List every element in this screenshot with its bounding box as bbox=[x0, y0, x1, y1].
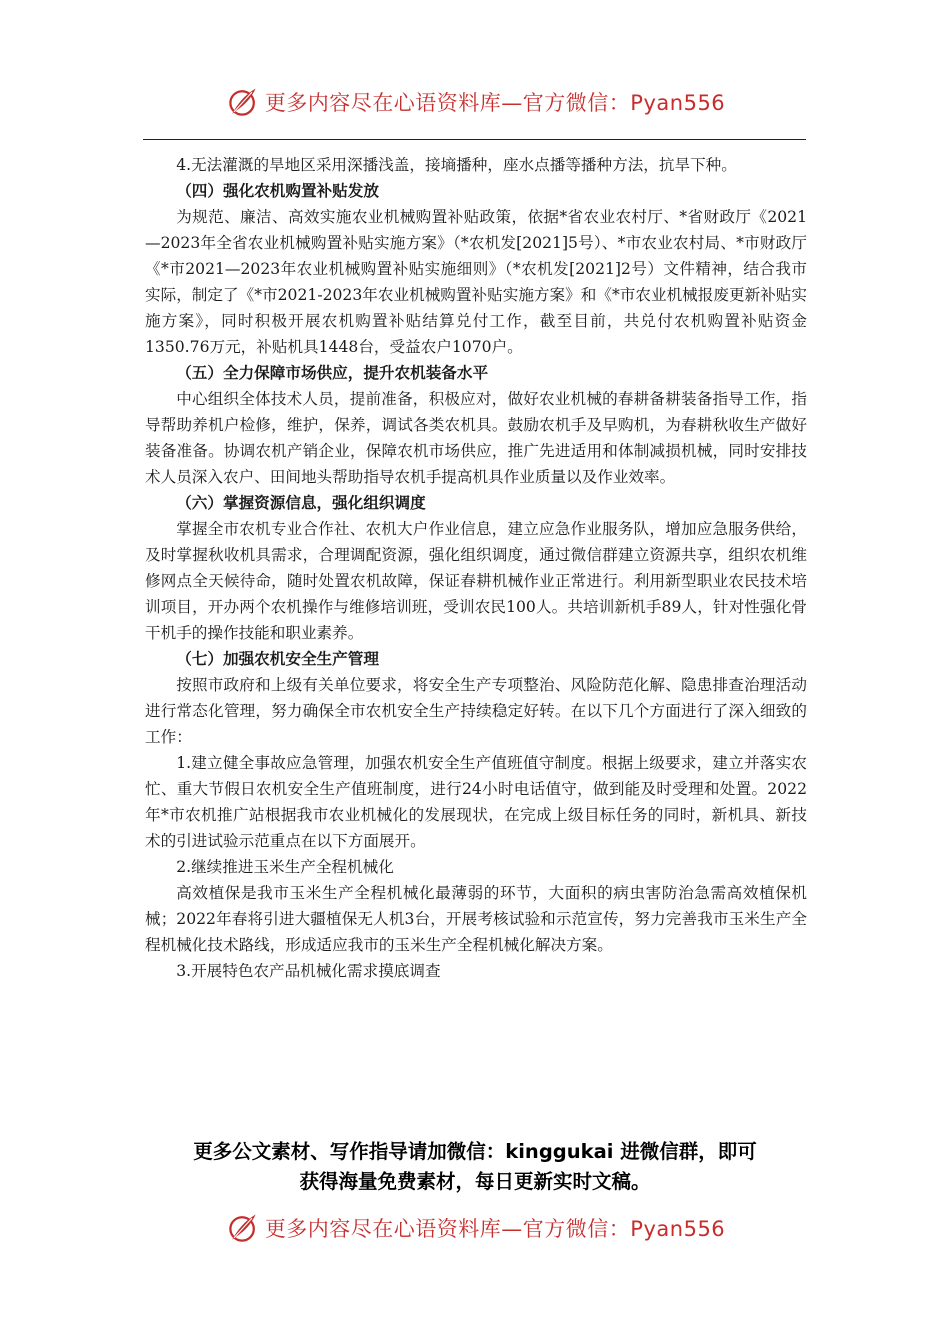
paragraph: 3.开展特色农产品机械化需求摸底调查 bbox=[176, 962, 441, 980]
header-banner-text: 更多内容尽在心语资料库—官方微信：Pyan556 bbox=[264, 91, 726, 115]
paragraph: 1.建立健全事故应急管理，加强农机安全生产值班值守制度。根据上级要求，建立并落实农忙、重大节假日农机安全生产值班制度，进行24小时电话值守，做到能及时受理和处置。2022年*市农机推广站根据我市农业机械化的发展现状，在完成上级目标任务的同时，新机具、新技术的引进试验示范重点在以下方面展开。 bbox=[145, 754, 807, 850]
footer-banner bbox=[0, 1206, 950, 1250]
footer-banner-text: 更多内容尽在心语资料库—官方微信：Pyan556 bbox=[264, 1217, 726, 1241]
paragraph: 中心组织全体技术人员，提前准备，积极应对，做好农业机械的春耕备耕装备指导工作，指导帮助养机户检修，维护，保养，调试各类农机具。鼓励农机手及早购机，为春耕秋收生产做好装备准备。协调农机产销企业，保障农机市场供应，推广先进适用和体制减损机械，同时安排技术人员深入农户、田间地头帮助指导农机手提高机具作业质量以及作业效率。 bbox=[145, 390, 807, 486]
paragraph: 为规范、廉洁、高效实施农业机械购置补贴政策，依据*省农业农村厅、*省财政厅《2021—2023年全省农业机械购置补贴实施方案》（*农机发[2021]5号）、*市农业农村局、*市财政厅《*市2021—2023年农业机械购置补贴实施细则》（*农机发[2021]2号）文件精神，结合我市实际，制定了《*市2021-2023年农业机械购置补贴实施方案》和《*市农业机械报废更新补贴实施方案》，同时积极开展农机购置补贴结算兑付工作，截至目前，共兑付农机购置补贴资金1350.76万元，补贴机具1448台，受益农户1070户。 bbox=[145, 208, 807, 356]
paragraph: 4.无法灌溉的旱地区采用深播浅盖，接墒播种，座水点播等播种方法，抗旱下种。 bbox=[176, 156, 737, 174]
section-heading: （七）加强农机安全生产管理 bbox=[176, 650, 379, 668]
section-heading: （四）强化农机购置补贴发放 bbox=[176, 182, 379, 200]
quill-logo-icon bbox=[225, 1210, 261, 1246]
paragraph: 掌握全市农机专业合作社、农机大户作业信息，建立应急作业服务队，增加应急服务供给，及时掌握秋收机具需求，合理调配资源，强化组织调度，通过微信群建立资源共享，组织农机维修网点全天候待命，随时处置农机故障，保证春耕机械作业正常进行。利用新型职业农民技术培训项目，开办两个农机操作与维修培训班，受训农民100人。共培训新机手89人，针对性强化骨干机手的操作技能和职业素养。 bbox=[145, 520, 807, 642]
paragraph: 高效植保是我市玉米生产全程机械化最薄弱的环节，大面积的病虫害防治急需高效植保机械；2022年春将引进大疆植保无人机3台，开展考核试验和示范宣传，努力完善我市玉米生产全程机械化技术路线，形成适应我市的玉米生产全程机械化解决方案。 bbox=[145, 884, 807, 954]
paragraph: 2.继续推进玉米生产全程机械化 bbox=[176, 858, 394, 876]
section-heading: （五）全力保障市场供应，提升农机装备水平 bbox=[176, 364, 489, 382]
promo-line-2: 获得海量免费素材，每日更新实时文稿。 bbox=[299, 1170, 651, 1193]
section-heading: （六）掌握资源信息，强化组织调度 bbox=[176, 494, 426, 512]
header-banner bbox=[0, 80, 950, 124]
paragraph: 按照市政府和上级有关单位要求，将安全生产专项整治、风险防范化解、隐患排查治理活动进行常态化管理，努力确保全市农机安全生产持续稳定好转。在以下几个方面进行了深入细致的工作： bbox=[145, 676, 807, 746]
quill-logo-icon bbox=[225, 84, 261, 120]
promo-notice bbox=[0, 1137, 950, 1197]
promo-line-1: 更多公文素材、写作指导请加微信：kinggukai 进微信群，即可 bbox=[193, 1140, 757, 1163]
document-body bbox=[145, 152, 807, 984]
header-divider bbox=[143, 139, 806, 140]
